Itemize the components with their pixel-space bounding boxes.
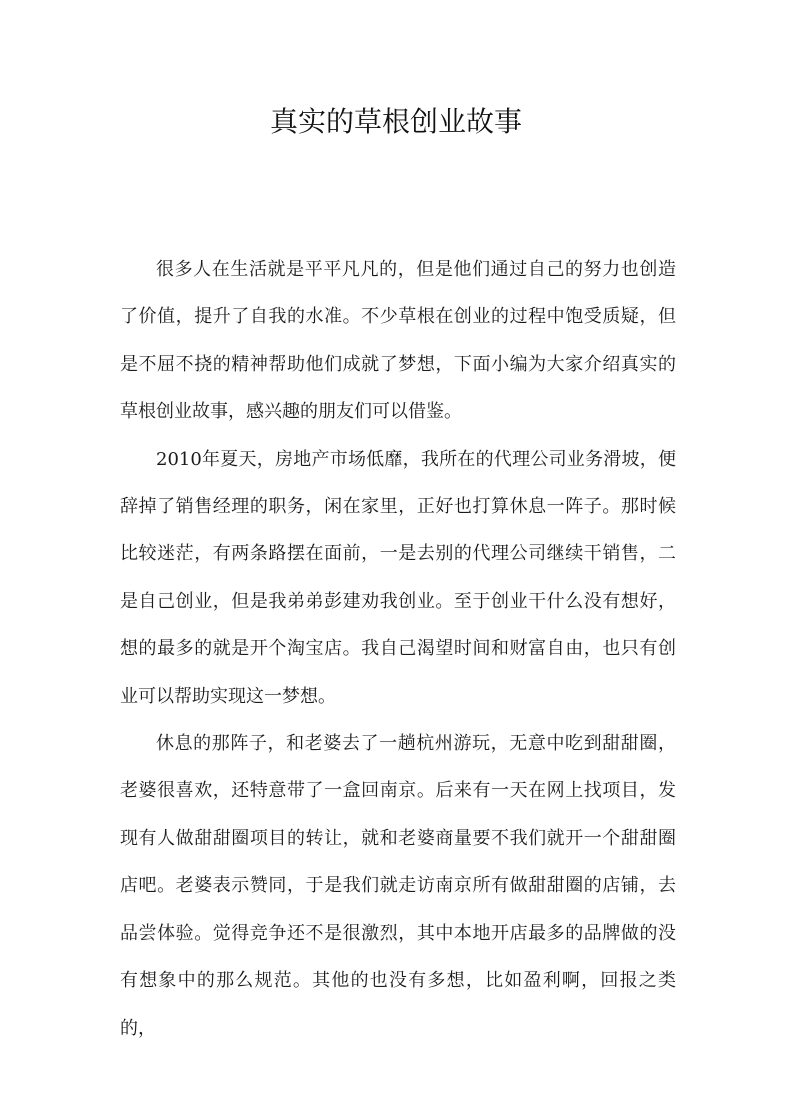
page-title: 真实的草根创业故事 <box>269 105 522 138</box>
article-body <box>120 246 676 1052</box>
paragraph: 很多人在生活就是平平凡凡的，但是他们通过自己的努力也创造了价值，提升了自我的水准。不少草根在创业的过程中饱受质疑，但是不屈不挠的精神帮助他们成就了梦想，下面小编为大家介绍真实的草根创业故事，感兴趣的朋友们可以借鉴。 <box>120 259 676 423</box>
paragraph: 2010年夏天，房地产市场低靡，我所在的代理公司业务滑坡，便辞掉了销售经理的职务，闲在家里，正好也打算休息一阵子。那时候比较迷茫，有两条路摆在面前，一是去别的代理公司继续干销售，二是自己创业，但是我弟弟彭建劝我创业。至于创业干什么没有想好，想的最多的就是开个淘宝店。我自己渴望时间和财富自由，也只有创业可以帮助实现这一梦想。 <box>120 448 676 707</box>
paragraph: 休息的那阵子，和老婆去了一趟杭州游玩，无意中吃到甜甜圈，老婆很喜欢，还特意带了一盒回南京。后来有一天在网上找项目，发现有人做甜甜圈项目的转让，就和老婆商量要不我们就开一个甜甜圈店吧。老婆表示赞同，于是我们就走访南京所有做甜甜圈的店铺，去品尝体验。觉得竞争还不是很激烈，其中本地开店最多的品牌做的没有想象中的那么规范。其他的也没有多想，比如盈利啊，回报之类的， <box>120 733 676 1039</box>
